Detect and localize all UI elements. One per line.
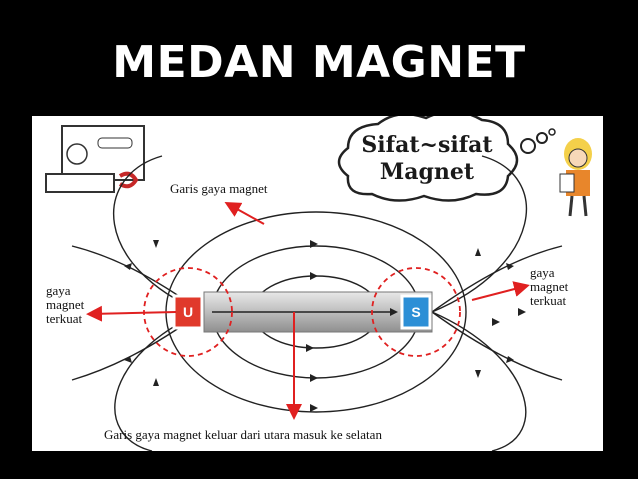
north-pole-label: U — [182, 304, 194, 320]
girl-reading-icon — [560, 138, 592, 216]
south-pole-label: S — [411, 304, 421, 320]
bar-magnet — [174, 292, 432, 332]
right-label-line-1: gaya — [530, 265, 555, 280]
cloud-line-1: Sifat~sifat — [361, 132, 493, 158]
right-label — [530, 266, 600, 308]
left-label-line-3: terkuat — [46, 311, 83, 326]
magnet-field-diagram — [32, 116, 603, 451]
diagram-svg — [32, 116, 603, 451]
cloud-line-2: Magnet — [379, 159, 475, 185]
cloud-title — [352, 132, 502, 186]
bottom-caption: Garis gaya magnet keluar dari utara masuk ke selatan — [104, 427, 382, 442]
right-label-line-2: magnet — [530, 279, 569, 294]
left-label — [46, 284, 116, 326]
left-label-line-2: magnet — [46, 297, 85, 312]
right-label-line-3: terkuat — [530, 293, 567, 308]
left-label-line-1: gaya — [46, 283, 71, 298]
slide-title: MEDAN MAGNET — [112, 37, 526, 88]
teacher-board-icon — [46, 126, 144, 192]
top-caption: Garis gaya magnet — [170, 181, 268, 196]
